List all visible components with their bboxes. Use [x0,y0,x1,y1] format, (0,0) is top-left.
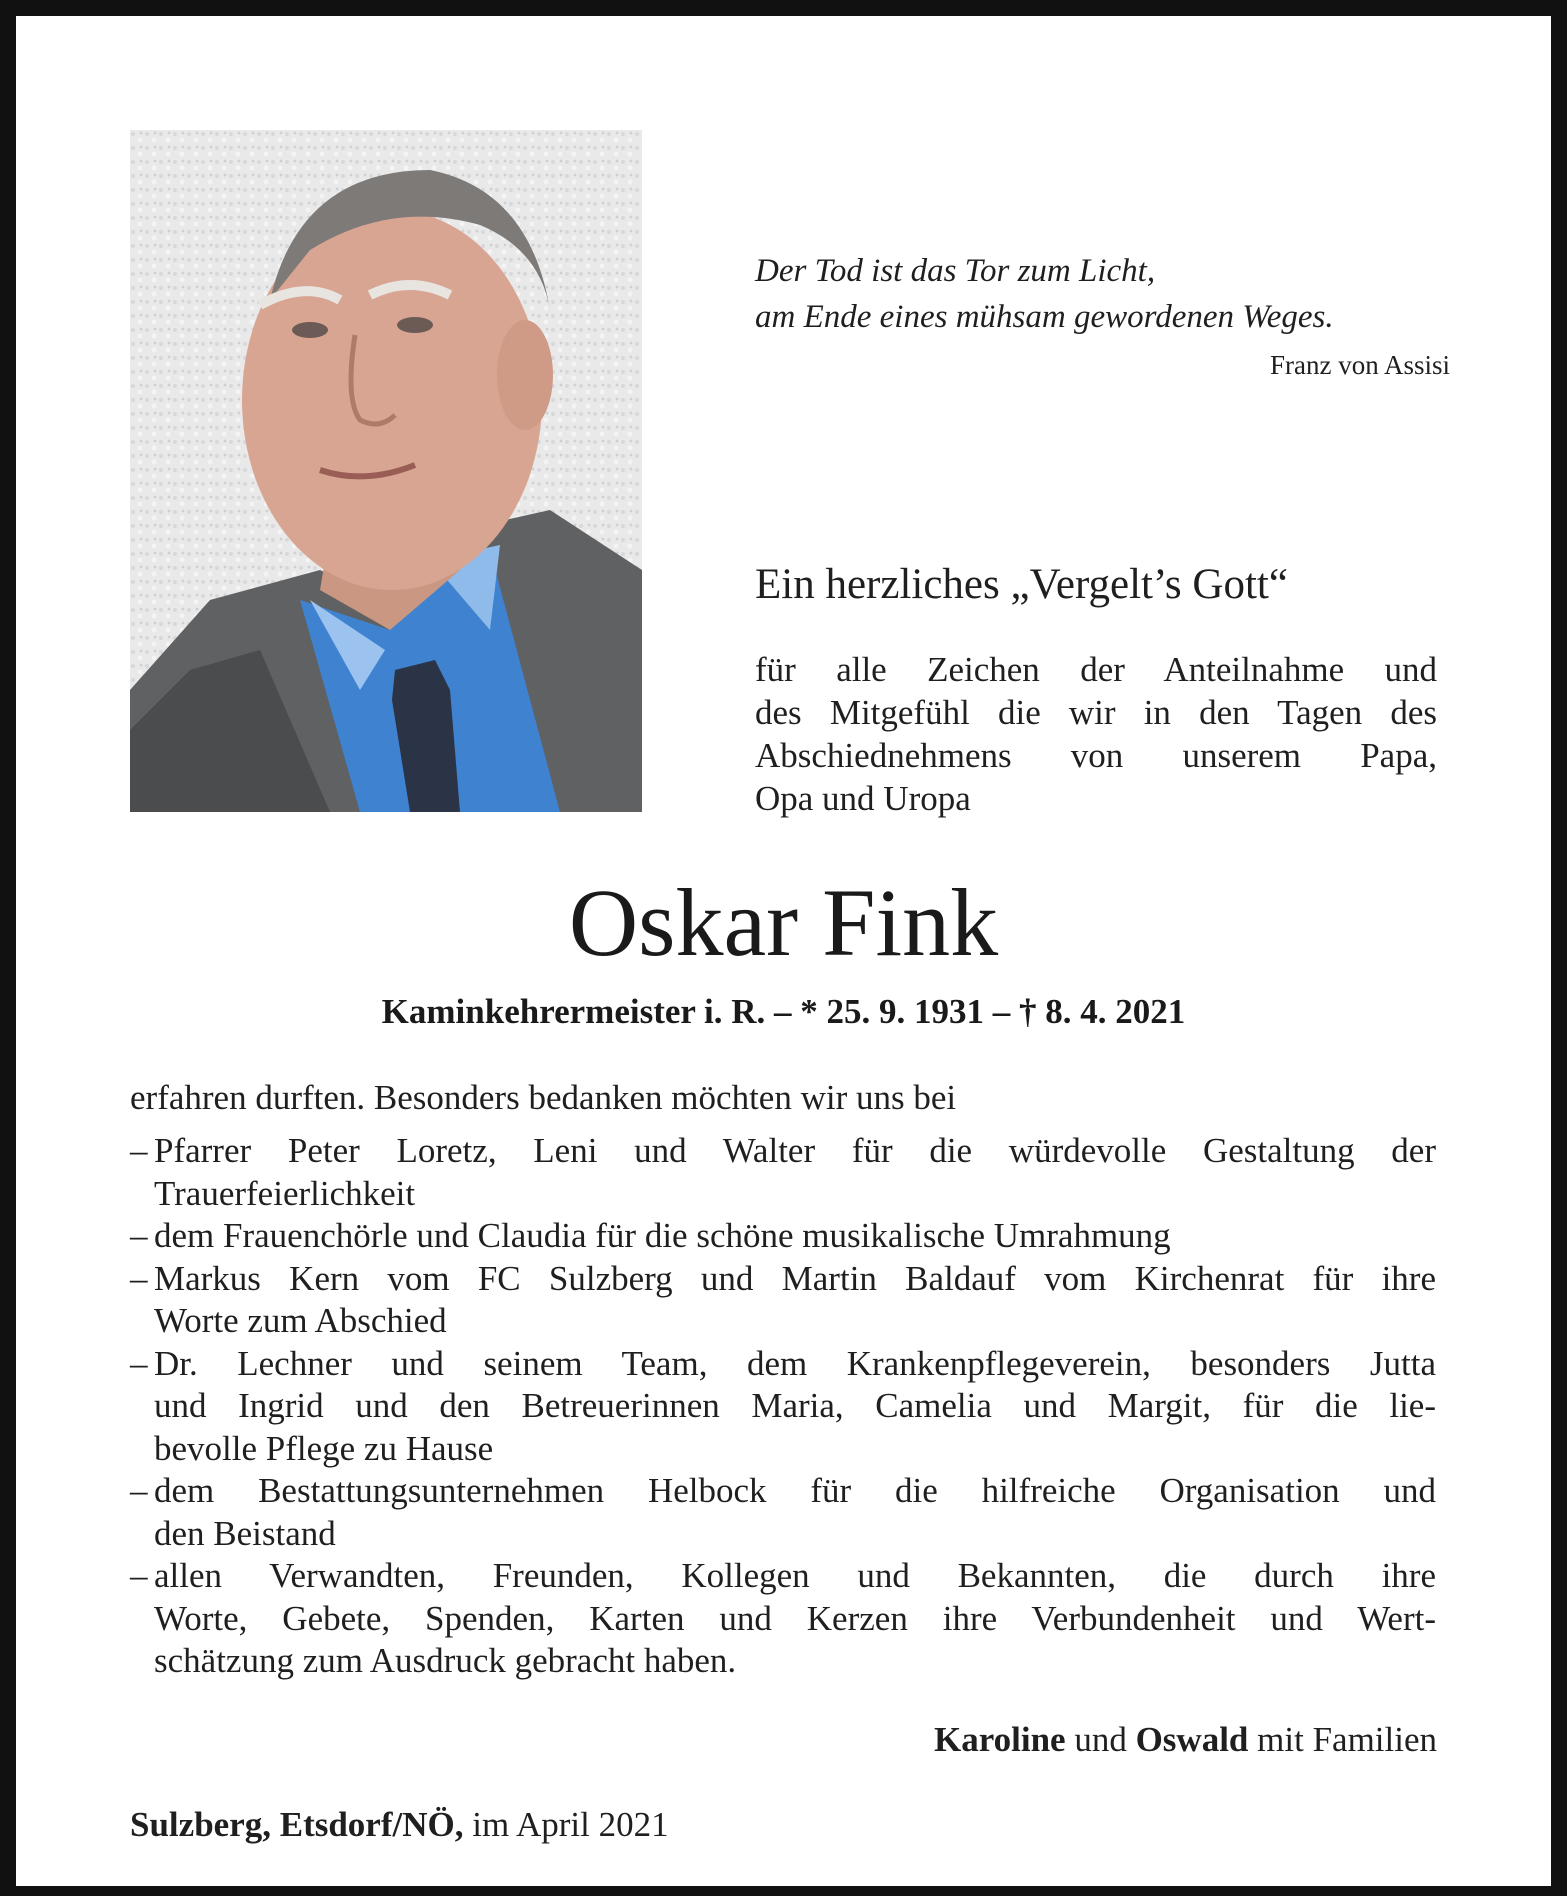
list-item [130,1215,1436,1258]
list-item-line: den Beistand [154,1513,336,1553]
list-item-line: Dr. Lechner und seinem Team, dem Krankenpflegeverein, besonders Jutta [154,1343,1436,1383]
list-item [130,1343,1436,1471]
list-item-line: Worte zum Abschied [154,1301,447,1340]
quote-author: Franz von Assisi [1269,350,1450,380]
list-item-line: Markus Kern vom FC Sulzberg und Martin Baldauf vom Kirchenrat für ihre [154,1258,1436,1298]
place-date-text: im April 2021 [472,1805,669,1844]
quote [755,248,1450,340]
list-item [130,1258,1436,1343]
place-location: Sulzberg, Etsdorf/NÖ, [130,1805,464,1844]
portrait-illustration [130,130,642,812]
thanks-line: Abschiednehmens von unserem Papa, [755,736,1437,775]
list-item-line: dem Frauenchörle und Claudia für die schöne musikalische Umrahmung [154,1216,1171,1255]
place-date [130,1805,669,1845]
list-item [130,1470,1436,1555]
list-dash: – [130,1556,148,1595]
thanks-title: Ein herzliches „Vergelt’s Gott“ [755,561,1288,608]
list-item-line: Worte, Gebete, Spenden, Karten und Kerzen ihre Verbundenheit und Wert- [154,1598,1436,1638]
list-dash: – [130,1216,148,1255]
list-item-line: und Ingrid und den Betreuerinnen Maria, Camelia und Margit, für die lie- [154,1386,1436,1425]
list-dash: – [130,1343,148,1383]
thanks-line: für alle Zeichen der Anteilnahme und [755,650,1437,689]
thanks-line: Opa und Uropa [755,779,971,818]
signature-name: Karoline [934,1720,1066,1759]
list-dash: – [130,1471,148,1510]
signature-name: Oswald [1135,1720,1249,1759]
list-item-line: Pfarrer Peter Loretz, Leni und Walter für die würdevolle Gestaltung der [154,1131,1436,1170]
list-dash: – [130,1131,148,1170]
thanks-line: des Mitgefühl die wir in den Tagen des [755,693,1437,732]
portrait-photo [130,130,642,812]
list-item-line: dem Bestattungsunternehmen Helbock für die hilfreiche Organisation und [154,1471,1436,1510]
deceased-name: Oskar Fink [568,869,999,976]
signature-and: und [1074,1720,1127,1759]
quote-line: Der Tod ist das Tor zum Licht, [755,253,1156,289]
list-item-line: schätzung zum Ausdruck gebracht haben. [154,1641,737,1680]
thanks-text [755,648,1437,820]
quote-line: am Ende eines mühsam gewordenen Weges. [755,299,1334,335]
list-dash: – [130,1258,148,1298]
list-item [130,1130,1436,1215]
signature [934,1720,1437,1760]
list-item-line: Trauerfeierlichkeit [154,1173,416,1213]
signature-rest: mit Familien [1257,1720,1437,1759]
body-intro: erfahren durften. Besonders bedanken möchten wir uns bei [130,1078,957,1117]
list-item-line: allen Verwandten, Freunden, Kollegen und Bekannten, die durch ihre [154,1556,1436,1595]
list-item [130,1555,1436,1683]
list-item-line: bevolle Pflege zu Hause [154,1428,494,1468]
thanks-list [130,1130,1436,1683]
deceased-subtitle: Kaminkehrermeister i. R. – * 25. 9. 1931 – † 8. 4. 2021 [381,992,1186,1031]
